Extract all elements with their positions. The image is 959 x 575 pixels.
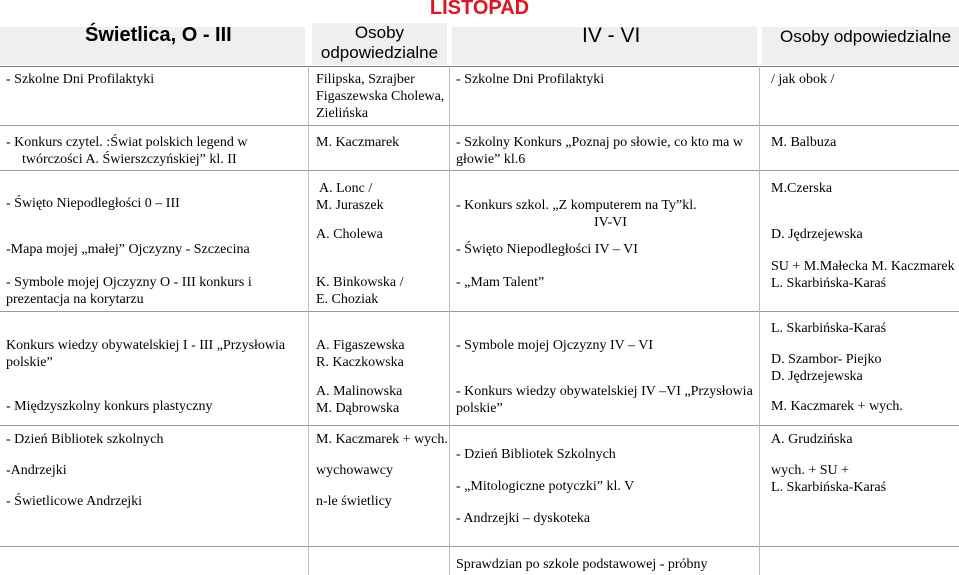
header-col1	[0, 24, 305, 65]
row3-activity-o3-b	[6, 241, 250, 258]
text-line: D. Szambor- Piejko	[771, 352, 882, 367]
row3-activity-4-6-a	[456, 197, 697, 231]
text-line: - Międzyszkolny konkurs plastyczny	[6, 399, 213, 414]
row5-activity-4-6-a	[456, 446, 616, 463]
text-line: Konkurs wiedzy obywatelskiej I - III „Przysłowia	[6, 338, 286, 353]
row4-activity-4-6-b	[456, 383, 753, 417]
text-line: A. Malinowska	[316, 384, 403, 399]
row5-persons-4-6-a	[771, 431, 853, 448]
row2-activity-4-6	[456, 134, 743, 168]
text-line: IV-VI	[594, 215, 627, 230]
text-line: L. Skarbińska-Karaś	[771, 276, 887, 291]
text-line: SU + M.Małecka M. Kaczmarek	[771, 259, 955, 274]
row1-persons-o3	[316, 71, 444, 122]
row4-activity-o3-a	[6, 337, 285, 371]
column-divider	[308, 66, 309, 575]
row5-activity-4-6-b	[456, 478, 634, 495]
row3-activity-4-6-c	[456, 274, 544, 291]
row4-activity-o3-b	[6, 398, 212, 415]
text-line: K. Binkowska /	[316, 275, 404, 290]
row4-persons-o3-a	[316, 337, 405, 371]
row1-activity-4-6	[456, 71, 604, 88]
text-line: polskie”	[456, 401, 503, 416]
text-line: M.Czerska	[771, 181, 833, 196]
row3-persons-o3-c	[316, 274, 404, 308]
row5-persons-o3-a	[316, 431, 448, 448]
row5-activity-o3-c	[6, 493, 142, 510]
row4-persons-o3-b	[316, 383, 402, 417]
row4-activity-4-6-a	[456, 337, 653, 354]
text-line: - Dzień Bibliotek Szkolnych	[456, 447, 616, 462]
text-line: Filipska, Szrajber	[316, 72, 415, 87]
text-line: - Dzień Bibliotek szkolnych	[6, 432, 164, 447]
text-line: E. Choziak	[316, 292, 379, 307]
text-line: - Święto Niepodległości IV – VI	[456, 242, 638, 257]
row6-activity-4-6	[456, 556, 708, 573]
text-line: Zielińska	[316, 106, 369, 121]
text-line: D. Jędrzejewska	[771, 369, 863, 384]
page-title: LISTOPAD	[429, 0, 530, 19]
text-line: A. Grudzińska	[771, 432, 853, 447]
text-line: D. Jędrzejewska	[771, 227, 863, 242]
row5-activity-o3-a	[6, 431, 163, 448]
header-col2-line1: Osoby	[354, 23, 405, 42]
row3-activity-4-6-b	[456, 241, 638, 258]
text-line: - „Mitologiczne potyczki” kl. V	[456, 479, 635, 494]
text-line: - Konkurs czytel. :Świat polskich legend w	[6, 135, 248, 150]
row5-persons-o3-b	[316, 462, 393, 479]
text-line: Sprawdzian po szkole podstawowej - próbny	[456, 557, 708, 572]
text-line: -Mapa mojej „małej” Ojczyzny - Szczecina	[6, 242, 250, 257]
row5-persons-o3-c	[316, 493, 392, 510]
text-line: M. Kaczmarek + wych.	[771, 399, 903, 414]
text-line: M. Kaczmarek	[316, 135, 400, 150]
text-line: / jak obok /	[771, 72, 835, 87]
row2-persons-4-6	[771, 134, 836, 151]
row5-persons-4-6-b	[771, 462, 886, 496]
text-line: Figaszewska Cholewa,	[316, 89, 445, 104]
text-line: n-le świetlicy	[316, 494, 392, 509]
text-line: - Andrzejki – dyskoteka	[456, 511, 591, 526]
row4-persons-4-6-c	[771, 398, 903, 415]
text-line: - Szkolne Dni Profilaktyki	[6, 72, 155, 87]
text-line: L. Skarbińska-Karaś	[771, 321, 887, 336]
row-divider	[0, 311, 959, 312]
header-col4	[762, 27, 959, 65]
row1-activity-o3	[6, 71, 154, 88]
text-line: A. Figaszewska	[316, 338, 405, 353]
row3-persons-o3-a	[316, 180, 384, 214]
row3-persons-4-6-b	[771, 226, 863, 243]
text-line: - Symbole mojej Ojczyzny O - III konkurs i	[6, 275, 252, 290]
text-line: prezentacja na korytarzu	[6, 292, 144, 307]
header-col4-label: Osoby odpowiedzialne	[780, 27, 952, 46]
row5-activity-o3-b	[6, 462, 67, 479]
text-line: głowie” kl.6	[456, 152, 526, 167]
row2-activity-o3	[6, 134, 247, 168]
row3-persons-4-6-a	[771, 180, 832, 197]
column-divider	[449, 66, 450, 575]
header-col2-line2: odpowiedzialne	[320, 43, 439, 62]
row-divider	[0, 125, 959, 126]
text-line: M. Dąbrowska	[316, 401, 400, 416]
text-line: A. Lonc /	[319, 181, 373, 196]
text-line: R. Kaczkowska	[316, 355, 404, 370]
row-divider	[0, 170, 959, 171]
row2-persons-o3	[316, 134, 399, 151]
row4-persons-4-6-a	[771, 320, 886, 337]
header-col1-label: Świetlica, O - III	[85, 24, 232, 46]
text-line: - Szkolne Dni Profilaktyki	[456, 72, 605, 87]
row3-activity-o3-a	[6, 195, 180, 212]
text-line: A. Cholewa	[316, 227, 383, 242]
column-divider	[759, 66, 760, 575]
text-line: wych. + SU +	[771, 463, 850, 478]
text-line: - Świetlicowe Andrzejki	[6, 494, 143, 509]
text-line: -Andrzejki	[6, 463, 67, 478]
text-line: - Symbole mojej Ojczyzny IV – VI	[456, 338, 654, 353]
row-divider	[0, 425, 959, 426]
text-line: wychowawcy	[316, 463, 393, 478]
row4-persons-4-6-b	[771, 351, 882, 385]
text-line: - Święto Niepodległości 0 – III	[6, 196, 180, 211]
text-line: M. Kaczmarek + wych.	[316, 432, 448, 447]
row-divider	[0, 66, 959, 67]
text-line: - Konkurs wiedzy obywatelskiej IV –VI „Przysłowia	[456, 384, 753, 399]
text-line: - Konkurs szkol. „Z komputerem na Ty”kl.	[456, 198, 697, 213]
row3-persons-4-6-c	[771, 258, 955, 292]
text-line: polskie”	[6, 355, 53, 370]
text-line: twórczości A. Świerszczyńskiej” kl. II	[22, 152, 237, 167]
text-line: - „Mam Talent”	[456, 275, 545, 290]
row1-persons-4-6	[771, 71, 834, 88]
row-divider	[0, 546, 959, 547]
row5-activity-4-6-c	[456, 510, 590, 527]
text-line: - Szkolny Konkurs „Poznaj po słowie, co kto ma w	[456, 135, 743, 150]
text-line: M. Juraszek	[316, 198, 384, 213]
text-line: M. Balbuza	[771, 135, 837, 150]
header-col2	[312, 23, 447, 65]
row3-activity-o3-c	[6, 274, 252, 308]
header-col3	[452, 24, 757, 65]
text-line: L. Skarbińska-Karaś	[771, 480, 887, 495]
row3-persons-o3-b	[316, 226, 383, 243]
header-col3-label: IV - VI	[582, 24, 641, 47]
